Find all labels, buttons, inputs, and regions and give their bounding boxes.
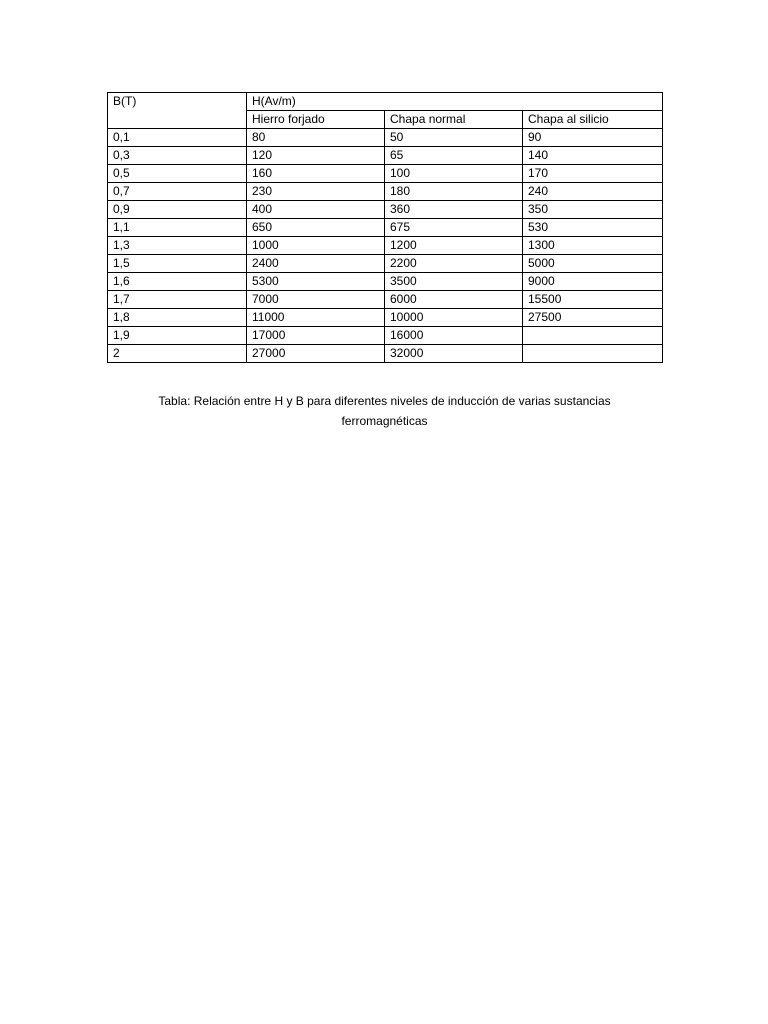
h-value-cell: 32000 (385, 345, 523, 363)
b-value-cell: 0,5 (108, 165, 247, 183)
b-value-cell: 1,3 (108, 237, 247, 255)
table-body (108, 93, 663, 363)
table-row (108, 129, 663, 147)
h-value-cell: 530 (523, 219, 663, 237)
h-value-cell: 27500 (523, 309, 663, 327)
table-row (108, 147, 663, 165)
material-header-cell: Hierro forjado (247, 111, 385, 129)
header-row (108, 93, 663, 111)
h-value-cell: 7000 (247, 291, 385, 309)
h-value-cell: 230 (247, 183, 385, 201)
table-caption (107, 391, 662, 431)
h-value-cell: 1200 (385, 237, 523, 255)
b-value-cell: 0,7 (108, 183, 247, 201)
h-value-cell: 9000 (523, 273, 663, 291)
table-row (108, 165, 663, 183)
h-value-cell: 170 (523, 165, 663, 183)
h-value-cell (523, 327, 663, 345)
table-row (108, 327, 663, 345)
h-value-cell: 160 (247, 165, 385, 183)
h-value-cell: 400 (247, 201, 385, 219)
h-value-cell (523, 345, 663, 363)
h-value-cell: 2200 (385, 255, 523, 273)
b-value-cell: 1,7 (108, 291, 247, 309)
h-value-cell: 10000 (385, 309, 523, 327)
table-row (108, 291, 663, 309)
h-value-cell: 6000 (385, 291, 523, 309)
b-value-cell: 0,1 (108, 129, 247, 147)
table-row (108, 201, 663, 219)
h-value-cell: 140 (523, 147, 663, 165)
h-value-cell: 3500 (385, 273, 523, 291)
b-value-cell: 1,1 (108, 219, 247, 237)
h-value-cell: 1300 (523, 237, 663, 255)
b-value-cell: 1,6 (108, 273, 247, 291)
h-value-cell: 50 (385, 129, 523, 147)
h-header-cell: H(Av/m) (247, 93, 663, 111)
b-value-cell: 1,5 (108, 255, 247, 273)
table-row (108, 309, 663, 327)
material-header-cell: Chapa al silicio (523, 111, 663, 129)
h-value-cell: 240 (523, 183, 663, 201)
h-value-cell: 180 (385, 183, 523, 201)
h-value-cell: 675 (385, 219, 523, 237)
caption-line-2: ferromagnéticas (341, 414, 428, 428)
h-value-cell: 120 (247, 147, 385, 165)
h-value-cell: 17000 (247, 327, 385, 345)
table-row (108, 219, 663, 237)
h-value-cell: 16000 (385, 327, 523, 345)
h-value-cell: 65 (385, 147, 523, 165)
b-value-cell: 0,3 (108, 147, 247, 165)
h-value-cell: 1000 (247, 237, 385, 255)
caption-line-1: Tabla: Relación entre H y B para diferentes niveles de inducción de varias sustancias (158, 394, 611, 408)
b-header-cell: B(T) (108, 93, 247, 129)
h-value-cell: 360 (385, 201, 523, 219)
b-value-cell: 2 (108, 345, 247, 363)
table-row (108, 237, 663, 255)
table-row (108, 255, 663, 273)
material-header-cell: Chapa normal (385, 111, 523, 129)
h-value-cell: 350 (523, 201, 663, 219)
table-row (108, 345, 663, 363)
h-value-cell: 27000 (247, 345, 385, 363)
h-value-cell: 15500 (523, 291, 663, 309)
h-value-cell: 5300 (247, 273, 385, 291)
table-row (108, 183, 663, 201)
table-row (108, 273, 663, 291)
h-value-cell: 650 (247, 219, 385, 237)
b-value-cell: 1,9 (108, 327, 247, 345)
b-value-cell: 1,8 (108, 309, 247, 327)
h-value-cell: 90 (523, 129, 663, 147)
h-value-cell: 80 (247, 129, 385, 147)
h-value-cell: 11000 (247, 309, 385, 327)
induction-table (107, 92, 663, 363)
h-value-cell: 5000 (523, 255, 663, 273)
h-value-cell: 100 (385, 165, 523, 183)
h-value-cell: 2400 (247, 255, 385, 273)
b-value-cell: 0,9 (108, 201, 247, 219)
